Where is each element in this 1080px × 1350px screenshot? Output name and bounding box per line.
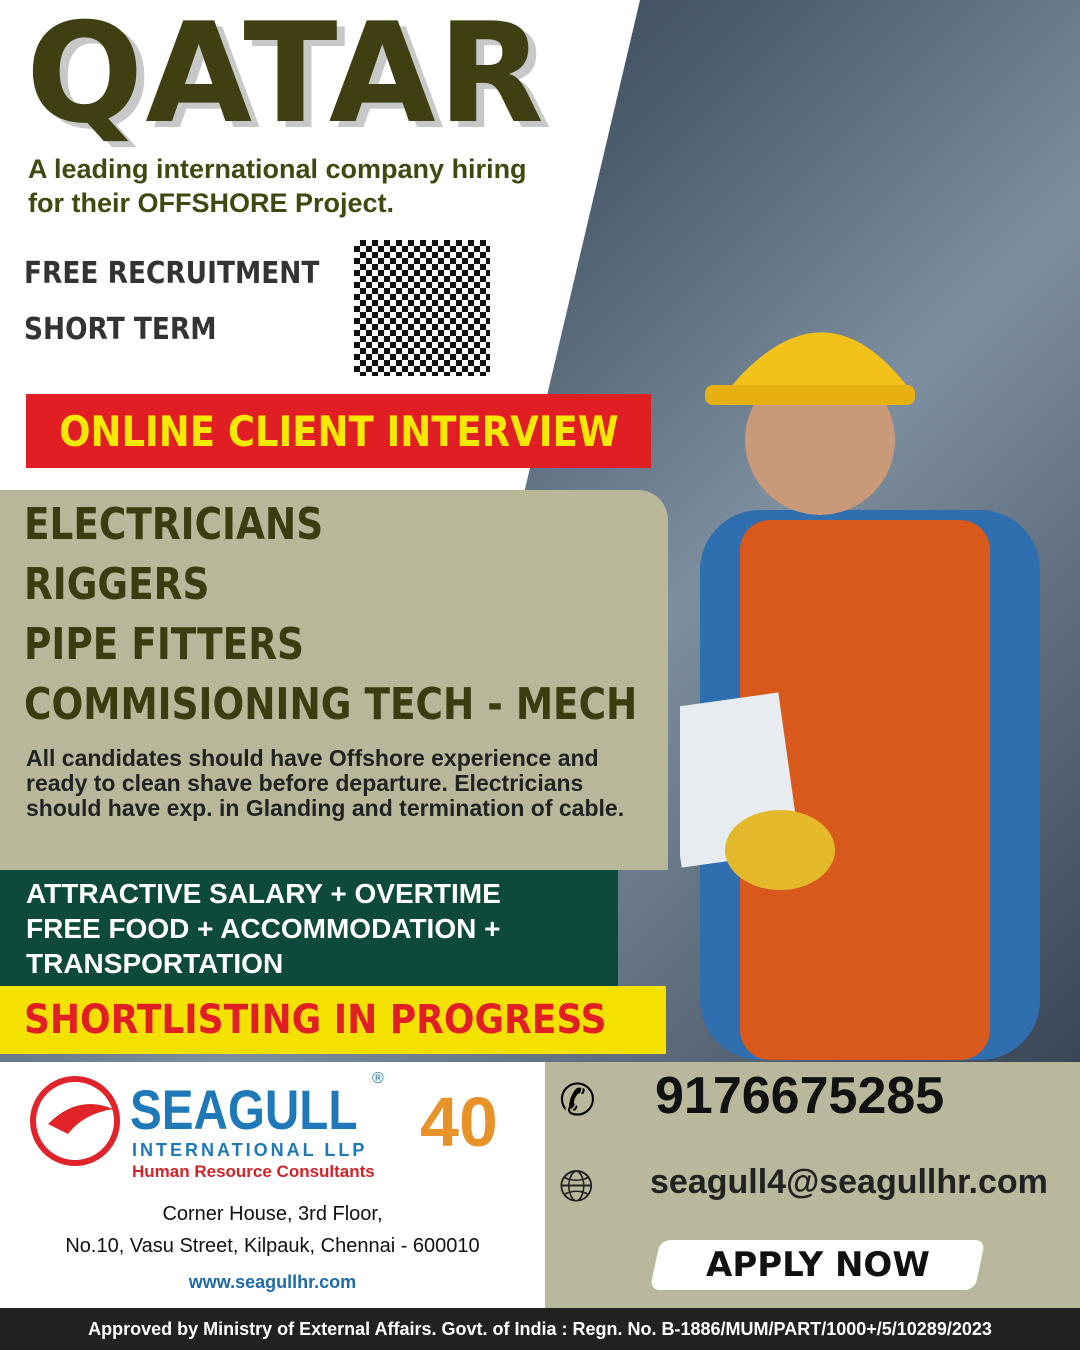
lead-text (28, 152, 527, 220)
company-tagline: Human Resource Consultants (132, 1162, 375, 1181)
job-item: COMMISIONING TECH - MECH (24, 679, 638, 730)
interview-label: ONLINE CLIENT INTERVIEW (58, 406, 619, 456)
website-link[interactable]: www.seagullhr.com (188, 1272, 357, 1292)
benefit-line: ATTRACTIVE SALARY + OVERTIME (26, 878, 501, 909)
globe-icon: 🌐︎ (559, 1162, 595, 1211)
apply-now-button[interactable] (650, 1240, 986, 1290)
email-address[interactable]: seagull4@seagullhr.com (650, 1163, 1048, 1201)
worker-illustration (680, 280, 1060, 1060)
footer-approval: Approved by Ministry of External Affairs. Govt. of India : Regn. No. B-1886/MUM/PART/1000+/5/10289/2023 (0, 1308, 1080, 1350)
anniversary-logo: 40 (420, 1083, 498, 1161)
company-name: SEAGULL (130, 1078, 358, 1141)
perk-short-term: SHORT TERM (24, 312, 217, 347)
lead-line: A leading international company hiring (28, 154, 527, 184)
job-item: RIGGERS (24, 559, 210, 610)
status-label: SHORTLISTING IN PROGRESS (24, 997, 607, 1043)
company-sub: INTERNATIONAL LLP (132, 1140, 368, 1160)
registered-mark: ® (372, 1070, 384, 1087)
lead-line: for their OFFSHORE Project. (28, 188, 395, 218)
benefit-line: TRANSPORTATION (26, 948, 284, 979)
qr-code[interactable] (350, 236, 494, 380)
headline: QATAR (26, 0, 546, 154)
phone-icon: ✆ (559, 1076, 596, 1125)
interview-banner (26, 394, 651, 468)
requirements-text: All candidates should have Offshore experience and ready to clean shave before departure. Electricians should have exp. in Glanding and termination of cable. (26, 745, 625, 821)
address-line: No.10, Vasu Street, Kilpauk, Chennai - 600010 (65, 1235, 480, 1257)
status-banner (0, 986, 666, 1054)
apply-now-label: APPLY NOW (705, 1245, 930, 1285)
address (0, 1198, 545, 1262)
benefit-line: FREE FOOD + ACCOMMODATION + (26, 913, 501, 944)
job-item: ELECTRICIANS (24, 499, 324, 550)
company-panel (0, 1062, 545, 1308)
job-item: PIPE FITTERS (24, 619, 304, 670)
phone-number[interactable]: 9176675285 (655, 1067, 945, 1125)
contact-panel (545, 1062, 1080, 1308)
perk-free-recruitment: FREE RECRUITMENT (24, 256, 320, 291)
benefits-band (0, 870, 618, 986)
seagull-logo-icon (28, 1074, 123, 1169)
address-line: Corner House, 3rd Floor, (162, 1203, 383, 1225)
